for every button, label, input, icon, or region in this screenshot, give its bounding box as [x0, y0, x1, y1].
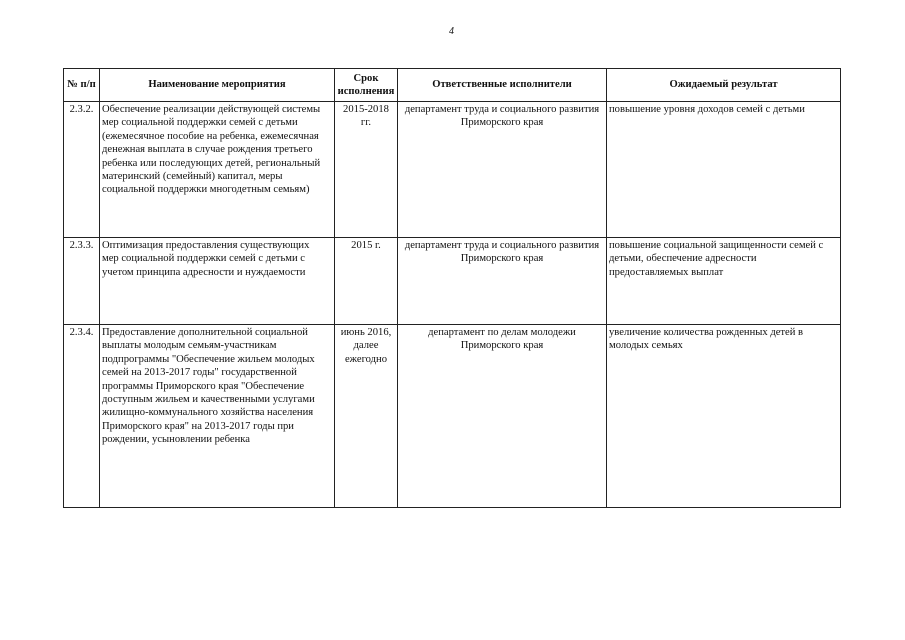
header-activity-name: Наименование мероприятия: [100, 69, 335, 102]
row-activity-name: Обеспечение реализации действующей системы мер социальной поддержки семей с детьми (ежемесячное пособие на ребенка, ежемесячная денежная выплата в случае рождения третьего ребенка или последующих детей, региональный материнский (семейный) капитал, меры социальной поддержки многодетным семьям): [100, 102, 335, 238]
row-responsible: департамент по делам молодежи Приморского края: [398, 325, 607, 508]
row-number: 2.3.2.: [64, 102, 100, 238]
row-number: 2.3.4.: [64, 325, 100, 508]
row-activity-name: Предоставление дополнительной социальной выплаты молодым семьям-участникам подпрограммы "Обеспечение жильем молодых семей на 2013-2017 годы" государственной программы Приморского края "Обеспечение доступным жильем и качественными услугами жилищно-коммунального хозяйства населения Приморского края" на 2013-2017 годы при рождении, усыновлении ребенка: [100, 325, 335, 508]
row-expected-result: повышение уровня доходов семей с детьми: [607, 102, 841, 238]
row-number: 2.3.3.: [64, 238, 100, 325]
activities-table: [63, 68, 841, 508]
row-responsible: департамент труда и социального развития Приморского края: [398, 238, 607, 325]
row-term: июнь 2016, далее ежегодно: [335, 325, 398, 508]
header-responsible: Ответственные исполнители: [398, 69, 607, 102]
table-row: [64, 238, 841, 325]
row-term: 2015 г.: [335, 238, 398, 325]
row-expected-result: повышение социальной защищенности семей с детьми, обеспечение адресности предоставляемых выплат: [607, 238, 841, 325]
table-row: [64, 102, 841, 238]
header-term: Срок исполнения: [335, 69, 398, 102]
table-row: [64, 325, 841, 508]
row-expected-result: увеличение количества рожденных детей в молодых семьях: [607, 325, 841, 508]
row-responsible: департамент труда и социального развития Приморского края: [398, 102, 607, 238]
header-expected-result: Ожидаемый результат: [607, 69, 841, 102]
page-number: 4: [449, 26, 454, 37]
row-term: 2015-2018 гг.: [335, 102, 398, 238]
table-header-row: [64, 69, 841, 102]
row-activity-name: Оптимизация предоставления существующих мер социальной поддержки семей с детьми с учетом принципа адресности и нуждаемости: [100, 238, 335, 325]
header-number: № п/п: [64, 69, 100, 102]
